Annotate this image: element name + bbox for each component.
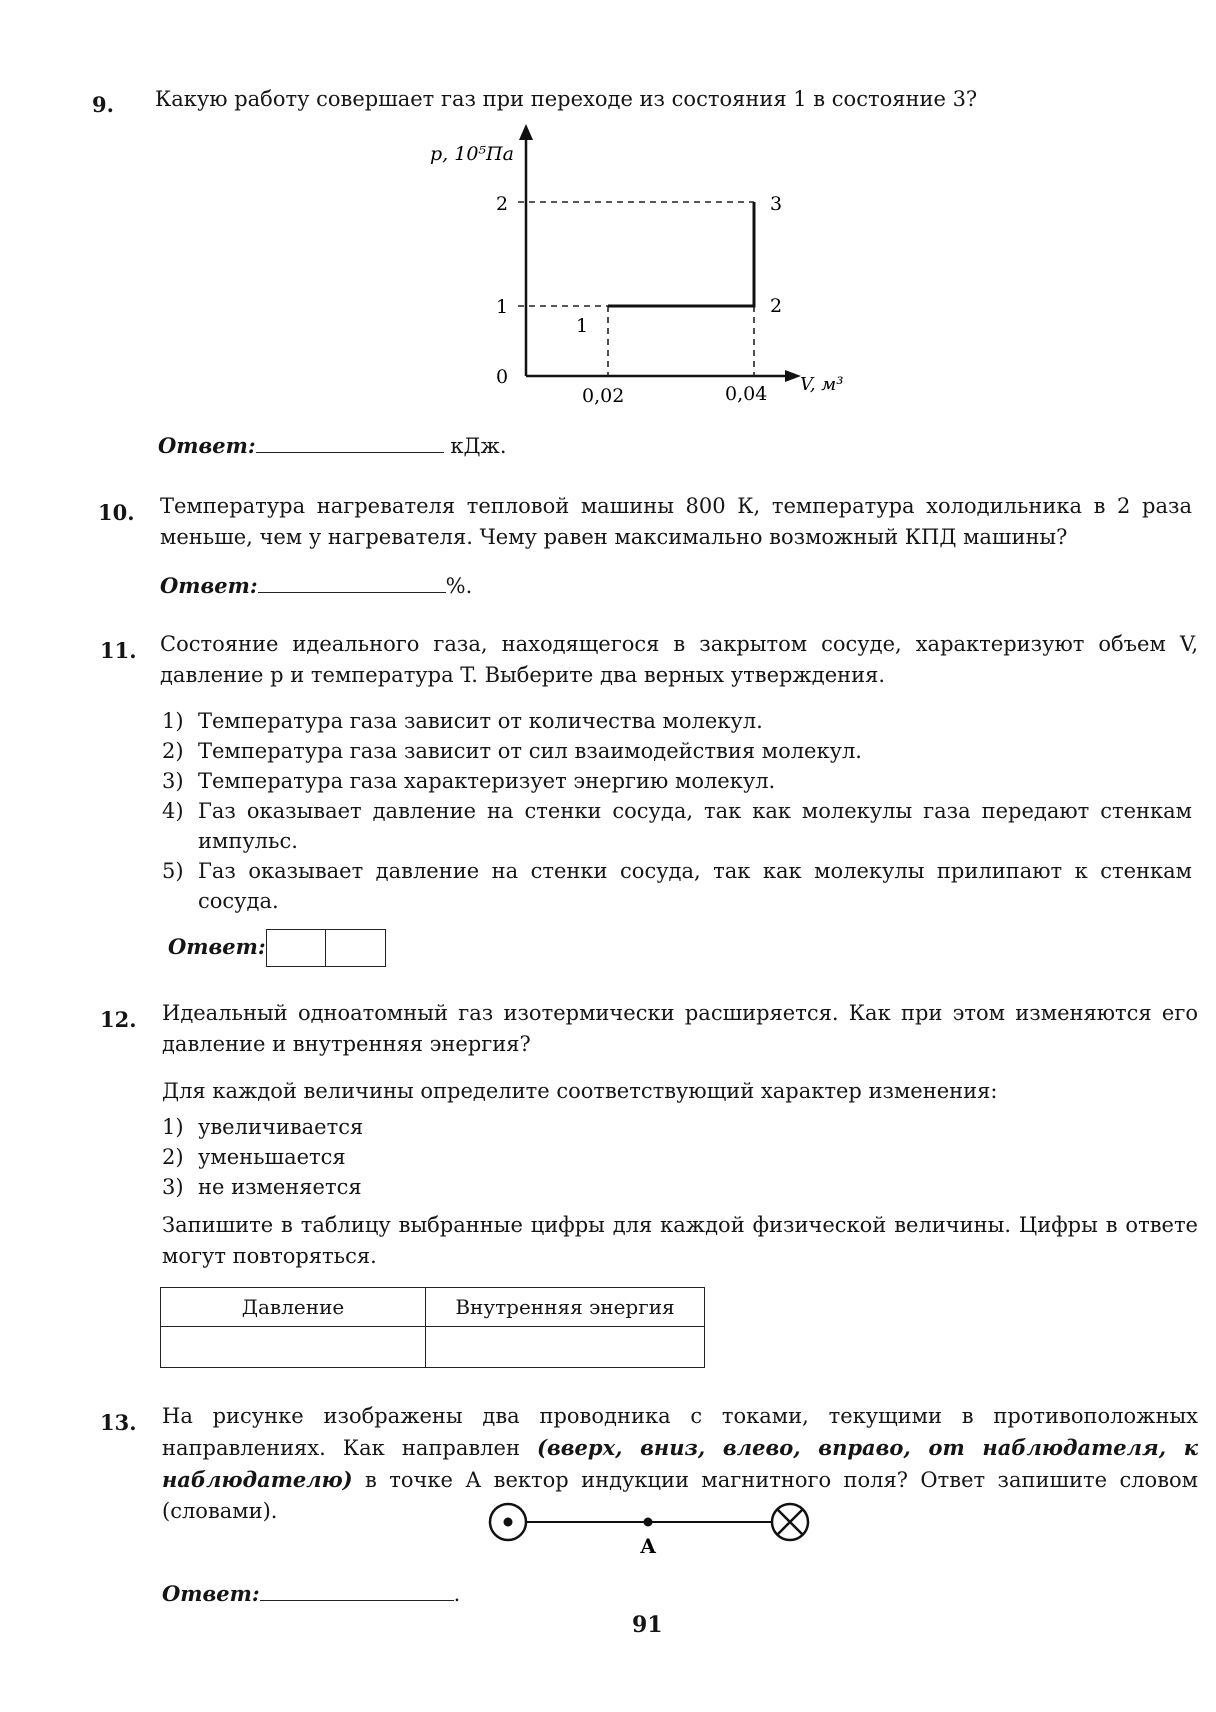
answer-cell-internal-energy[interactable] — [426, 1327, 705, 1368]
option-number: 3) — [162, 1175, 184, 1199]
x-axis-label: V, м³ — [800, 374, 844, 395]
answer-box-2[interactable] — [326, 929, 386, 967]
question-9-number: 9. — [92, 92, 114, 117]
origin-label: 0 — [496, 366, 509, 388]
answer-end: . — [453, 1582, 461, 1606]
answer-label: Ответ: — [160, 573, 258, 598]
y-tick-2: 2 — [496, 193, 509, 215]
question-10-text: Температура нагревателя тепловой машины 800 К, температура холодильника в 2 раза меньше, чем у нагревателя. Чему равен максимально возможный КПД машины? — [160, 494, 1192, 549]
option-text: Газ оказывает давление на стенки сосуда, так как молекулы прилипают к стенкам сосуда. — [198, 859, 1192, 913]
option-text: не изменяется — [198, 1175, 362, 1199]
option-number: 2) — [162, 1145, 184, 1169]
answer-blank[interactable] — [258, 572, 446, 593]
answer-label: Ответ: — [168, 934, 266, 959]
option-number: 5) — [162, 859, 184, 883]
question-9-text: Какую работу совершает газ при переходе из состояния 1 в состояние 3? — [155, 87, 978, 111]
answer-label: Ответ: — [162, 1581, 260, 1606]
q12-option-1 — [162, 1112, 363, 1142]
question-12-text: Идеальный одноатомный газ изотермически расширяется. Как при этом изменяются его давление и внутренняя энергия? — [162, 1001, 1198, 1056]
question-9-answer — [158, 432, 507, 458]
option-number: 2) — [162, 739, 184, 763]
y-axis-arrow — [519, 124, 533, 140]
option-number: 3) — [162, 769, 184, 793]
option-text: Температура газа зависит от сил взаимодействия молекул. — [198, 739, 862, 763]
question-12-number: 12. — [100, 1007, 137, 1032]
question-11-number: 11. — [100, 638, 137, 663]
state-3-label: 3 — [770, 193, 783, 215]
option-text: Температура газа характеризует энергию молекул. — [198, 769, 776, 793]
y-tick-1: 1 — [496, 296, 509, 318]
x-tick-002: 0,02 — [582, 385, 625, 407]
answer-blank[interactable] — [260, 1580, 454, 1601]
page-number: 91 — [632, 1612, 663, 1638]
answer-unit: кДж. — [450, 434, 507, 458]
state-2-label: 2 — [770, 295, 783, 317]
pv-graph — [400, 120, 880, 420]
x-axis-arrow — [785, 370, 801, 382]
option-text: Температура газа зависит от количества молекул. — [198, 709, 763, 733]
answer-label: Ответ: — [158, 433, 256, 458]
y-axis-label: p, 10⁵Па — [430, 143, 514, 165]
option-number: 1) — [162, 709, 184, 733]
question-11-answer-boxes — [266, 929, 386, 967]
process-path — [608, 202, 754, 306]
point-a-label: А — [640, 1534, 657, 1558]
q13-text-after: в точке А вектор индукции магнитного поля? Ответ запишите словом (словами). — [162, 1468, 1198, 1523]
table-header-internal-energy: Внутренняя энергия — [426, 1288, 705, 1327]
question-13-answer — [162, 1580, 460, 1606]
option-text: увеличивается — [198, 1115, 364, 1139]
q12-option-2 — [162, 1142, 346, 1172]
question-13-number: 13. — [100, 1410, 137, 1435]
question-12-instruction: Для каждой величины определите соответствующий характер изменения: — [162, 1079, 998, 1103]
option-text: Газ оказывает давление на стенки сосуда, так как молекулы газа передают стенкам импульс. — [198, 799, 1192, 853]
q11-option-1 — [162, 706, 1192, 736]
q11-option-3 — [162, 766, 1192, 796]
answer-unit: %. — [445, 574, 473, 598]
table-header-pressure: Давление — [161, 1288, 426, 1327]
answer-box-1[interactable] — [266, 929, 326, 967]
q13-text-before: На рисунке изображены два проводника с токами, текущими в противоположных направлениях. Как направлен — [162, 1404, 1198, 1460]
point-a-dot — [644, 1518, 653, 1527]
option-number: 1) — [162, 1115, 184, 1139]
conductors-diagram — [480, 1498, 820, 1568]
question-11-answer-label — [168, 934, 266, 959]
state-1-label: 1 — [576, 315, 589, 337]
q11-option-2 — [162, 736, 1192, 766]
q12-option-3 — [162, 1172, 362, 1202]
option-number: 4) — [162, 799, 184, 823]
question-12-answer-table — [160, 1287, 705, 1368]
dot-symbol — [504, 1518, 513, 1527]
option-text: уменьшается — [198, 1145, 346, 1169]
question-11-text: Состояние идеального газа, находящегося в закрытом сосуде, характеризуют объем V, давление p и температура T. Выберите два верных утверждения. — [160, 632, 1198, 687]
q11-option-4 — [162, 796, 1192, 856]
question-10-answer — [160, 572, 472, 598]
q13-text-italic: (вверх, вниз, влево, вправо, от наблюдателя, к наблюдателю) — [162, 1435, 1198, 1492]
question-12-table-instruction: Запишите в таблицу выбранные цифры для каждой физической величины. Цифры в ответе могут повторяться. — [162, 1213, 1198, 1268]
answer-blank[interactable] — [256, 432, 444, 453]
answer-cell-pressure[interactable] — [161, 1327, 426, 1368]
q11-option-5 — [162, 856, 1192, 916]
question-10-number: 10. — [98, 500, 135, 525]
x-tick-004: 0,04 — [725, 383, 768, 405]
